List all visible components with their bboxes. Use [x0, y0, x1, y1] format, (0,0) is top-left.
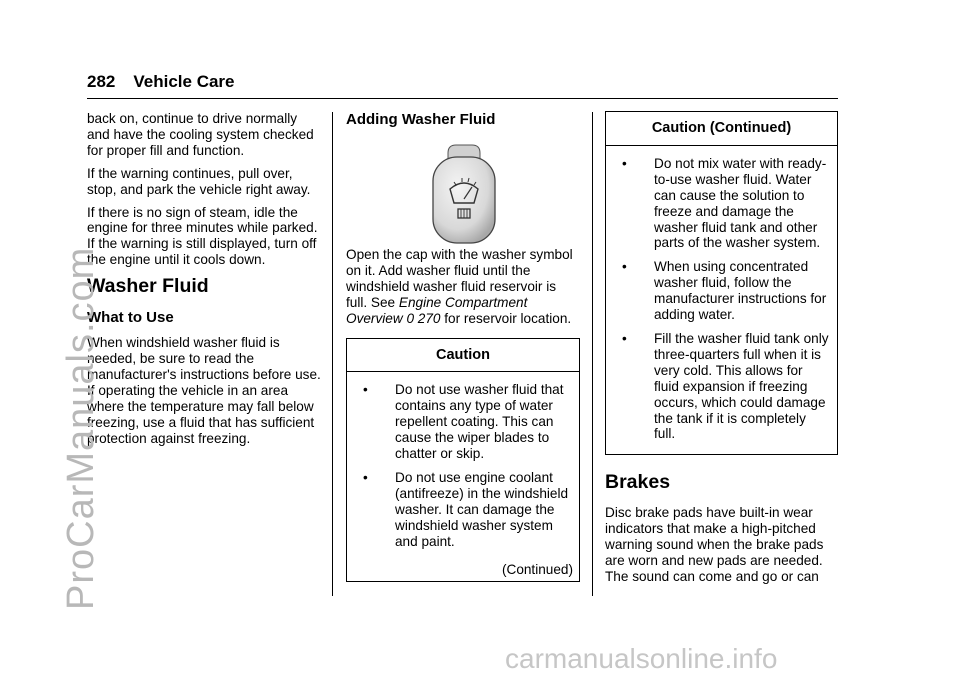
page-number: 282: [87, 72, 116, 91]
paragraph: back on, continue to drive normally and have the cooling system checked for proper fill and function.: [87, 111, 314, 158]
caution-box-continued: [605, 111, 838, 455]
caution-list: [606, 146, 837, 454]
caution-box: [346, 338, 580, 583]
right-column: [605, 111, 838, 592]
list-item: • Do not mix water with ready-to-use washer fluid. Water can cause the solution to freeze and damage the washer fluid tank and other parts of the washer system.: [622, 155, 827, 251]
heading-washer-fluid: Washer Fluid: [87, 275, 209, 298]
paragraph: If the warning continues, pull over, stop, and park the vehicle right away.: [87, 165, 311, 197]
list-item: • Do not use washer fluid that contains any type of water repellent coating. This can cause the wiper blades to chatter or skip.: [363, 382, 564, 462]
column-divider: [592, 112, 593, 596]
middle-column: [346, 111, 580, 582]
ref-symbol: 0: [406, 310, 414, 326]
list-item: • Do not use engine coolant (antifreeze) in the windshield washer. It can damage the windshield washer system and paint.: [363, 469, 569, 549]
paragraph: If there is no sign of steam, idle the engine for three minutes while parked. If the warning is still displayed, turn off the engine until it cools down.: [87, 204, 318, 268]
caution-title: Caution (Continued): [606, 112, 837, 146]
caution-title: Caution: [347, 339, 579, 373]
list-item: • Fill the washer fluid tank only three-quarters full when it is very cold. This allows for fluid expansion if freezing occurs, which could damage the tank if it is completely full.: [622, 330, 829, 442]
continued-label: (Continued): [501, 561, 573, 577]
column-divider: [332, 112, 333, 596]
page-header: [87, 72, 235, 92]
left-column: [87, 111, 323, 454]
heading-adding-washer-fluid: Adding Washer Fluid: [346, 111, 496, 128]
paragraph: When windshield washer fluid is needed, be sure to read the manufacturer's instructions before use. If operating the vehicle in an area where the temperature may fall below freezing, use a fluid that has sufficient protection against freezing.: [87, 335, 321, 446]
paragraph: Open the cap with the washer symbol on it. Add washer fluid until the windshield washer fluid reservoir is full. See Engine Compartment Overview 0 270 for reservoir location.: [346, 247, 573, 326]
paragraph: Disc brake pads have built-in wear indicators that make a high-pitched warning sound when the brake pads are worn and new pads are needed. The sound can come and go or can: [605, 505, 824, 584]
list-item: • When using concentrated washer fluid, follow the manufacturer instructions for adding water.: [622, 259, 827, 323]
caution-list: [347, 372, 579, 561]
washer-cap-illustration: [346, 137, 580, 247]
section-title: Vehicle Care: [133, 72, 235, 91]
washer-cap-icon: [346, 137, 580, 247]
header-rule: [87, 98, 838, 99]
footer-watermark: carmanualsonline.info: [505, 643, 778, 674]
engine-compartment-link[interactable]: Engine Compartment Overview: [346, 294, 528, 326]
heading-brakes: Brakes: [605, 471, 671, 494]
side-watermark: ProCarManuals.com: [60, 246, 102, 610]
heading-what-to-use: What to Use: [87, 309, 174, 327]
ref-page[interactable]: 270: [417, 310, 441, 326]
